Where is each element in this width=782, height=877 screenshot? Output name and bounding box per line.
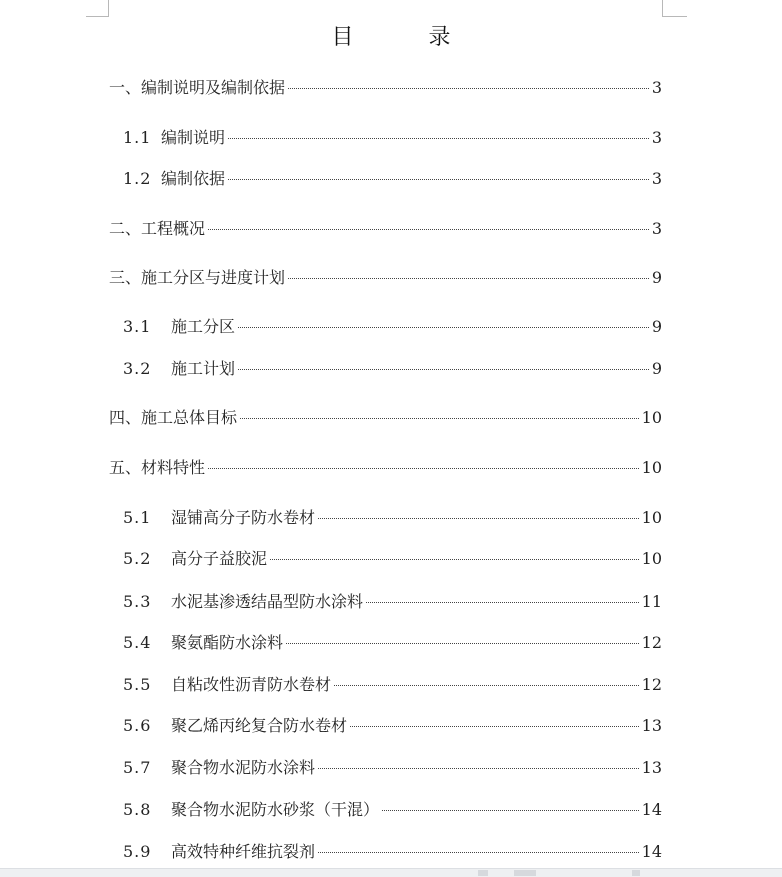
toc-entry-text: 三、施工分区与进度计划 — [109, 268, 286, 287]
toc-page-number: 12 — [641, 633, 662, 652]
toc-entry-number: 5.7 — [123, 758, 152, 777]
toc-page-number: 3 — [651, 78, 662, 97]
toc-dot-leader — [350, 726, 639, 727]
toc-entry-number: 3.1 — [123, 317, 152, 336]
toc-entry[interactable] — [123, 675, 662, 695]
toc-entry[interactable] — [123, 758, 662, 778]
toc-entry-text: 四、施工总体目标 — [109, 408, 238, 427]
toc-entry[interactable] — [123, 592, 662, 612]
toc-entry-number: 5.1 — [123, 508, 152, 527]
toc-dot-leader — [270, 559, 639, 560]
toc-page-number: 3 — [651, 128, 662, 147]
toc-dot-leader — [238, 369, 649, 370]
toc-entry-number: 5.3 — [123, 592, 152, 611]
toc-page-number: 9 — [651, 317, 662, 336]
toc-page-number: 13 — [641, 758, 662, 777]
toc-dot-leader — [208, 229, 649, 230]
toc-page-number: 9 — [651, 268, 662, 287]
toc-entry-text: 编制说明 — [161, 128, 226, 147]
toc-entry-number: 1.1 — [123, 128, 152, 147]
toc-entry[interactable] — [109, 458, 662, 478]
scroll-marker — [632, 870, 640, 876]
toc-page-number: 3 — [651, 219, 662, 238]
toc-page-number: 14 — [641, 800, 662, 819]
scroll-thumb[interactable] — [514, 870, 536, 876]
toc-entry[interactable] — [123, 128, 662, 148]
toc-entry-text: 高分子益胶泥 — [171, 549, 268, 568]
toc-entry-text: 高效特种纤维抗裂剂 — [171, 842, 316, 861]
toc-entry-number: 5.8 — [123, 800, 152, 819]
toc-page-number: 11 — [641, 592, 662, 611]
toc-entry-text: 聚乙烯丙纶复合防水卷材 — [171, 716, 348, 735]
toc-entry-number: 5.6 — [123, 716, 152, 735]
toc-dot-leader — [208, 468, 639, 469]
toc-entry[interactable] — [109, 219, 662, 239]
toc-entry-text: 自粘改性沥青防水卷材 — [171, 675, 332, 694]
toc-entry[interactable] — [123, 169, 662, 189]
toc-entry[interactable] — [123, 549, 662, 569]
toc-dot-leader — [238, 327, 649, 328]
toc-entry[interactable] — [109, 78, 662, 98]
toc-entry[interactable] — [123, 842, 662, 862]
toc-entry[interactable] — [123, 633, 662, 653]
toc-page-number: 10 — [641, 408, 662, 427]
toc-entry-text: 施工分区 — [171, 317, 236, 336]
toc-dot-leader — [318, 852, 639, 853]
status-bar — [0, 868, 782, 877]
toc-entry-text: 水泥基渗透结晶型防水涂料 — [171, 592, 364, 611]
toc-entry[interactable] — [123, 508, 662, 528]
toc-entry[interactable] — [123, 317, 662, 337]
toc-page-number: 13 — [641, 716, 662, 735]
toc-entry-text: 聚合物水泥防水涂料 — [171, 758, 316, 777]
scroll-marker — [478, 870, 488, 876]
toc-entry-text: 聚合物水泥防水砂浆（干混） — [171, 800, 380, 819]
toc-dot-leader — [334, 685, 639, 686]
toc-entry-number: 5.5 — [123, 675, 152, 694]
toc-entry[interactable] — [109, 408, 662, 428]
toc-entry-text: 湿铺高分子防水卷材 — [171, 508, 316, 527]
toc-entry-text: 施工计划 — [171, 359, 236, 378]
toc-page-number: 10 — [641, 458, 662, 477]
toc-entry[interactable] — [123, 800, 662, 820]
toc-entry-text: 聚氨酯防水涂料 — [171, 633, 284, 652]
toc-entry[interactable] — [123, 359, 662, 379]
toc-page-number: 9 — [651, 359, 662, 378]
toc-entry-number: 5.9 — [123, 842, 152, 861]
toc-dot-leader — [286, 643, 639, 644]
toc-page-number: 14 — [641, 842, 662, 861]
toc-entry[interactable] — [109, 268, 662, 288]
toc-page-number: 10 — [641, 508, 662, 527]
toc-entry[interactable] — [123, 716, 662, 736]
toc-page-number: 12 — [641, 675, 662, 694]
toc-page-number: 3 — [651, 169, 662, 188]
toc-entry-number: 5.2 — [123, 549, 152, 568]
toc-entry-text: 一、编制说明及编制依据 — [109, 78, 286, 97]
toc-entry-text: 编制依据 — [161, 169, 226, 188]
toc-dot-leader — [318, 768, 639, 769]
toc-dot-leader — [288, 88, 649, 89]
toc-dot-leader — [288, 278, 649, 279]
toc-entry-text: 二、工程概况 — [109, 219, 206, 238]
toc-dot-leader — [318, 518, 639, 519]
toc-dot-leader — [228, 179, 649, 180]
toc-entry-number: 3.2 — [123, 359, 152, 378]
toc-dot-leader — [382, 810, 639, 811]
toc-dot-leader — [366, 602, 639, 603]
toc-entry-text: 五、材料特性 — [109, 458, 206, 477]
toc-entry-number: 5.4 — [123, 633, 152, 652]
toc-page-number: 10 — [641, 549, 662, 568]
toc-dot-leader — [240, 418, 639, 419]
toc-dot-leader — [228, 138, 649, 139]
toc-entry-number: 1.2 — [123, 169, 152, 188]
toc-title: 目 录 — [331, 25, 485, 50]
